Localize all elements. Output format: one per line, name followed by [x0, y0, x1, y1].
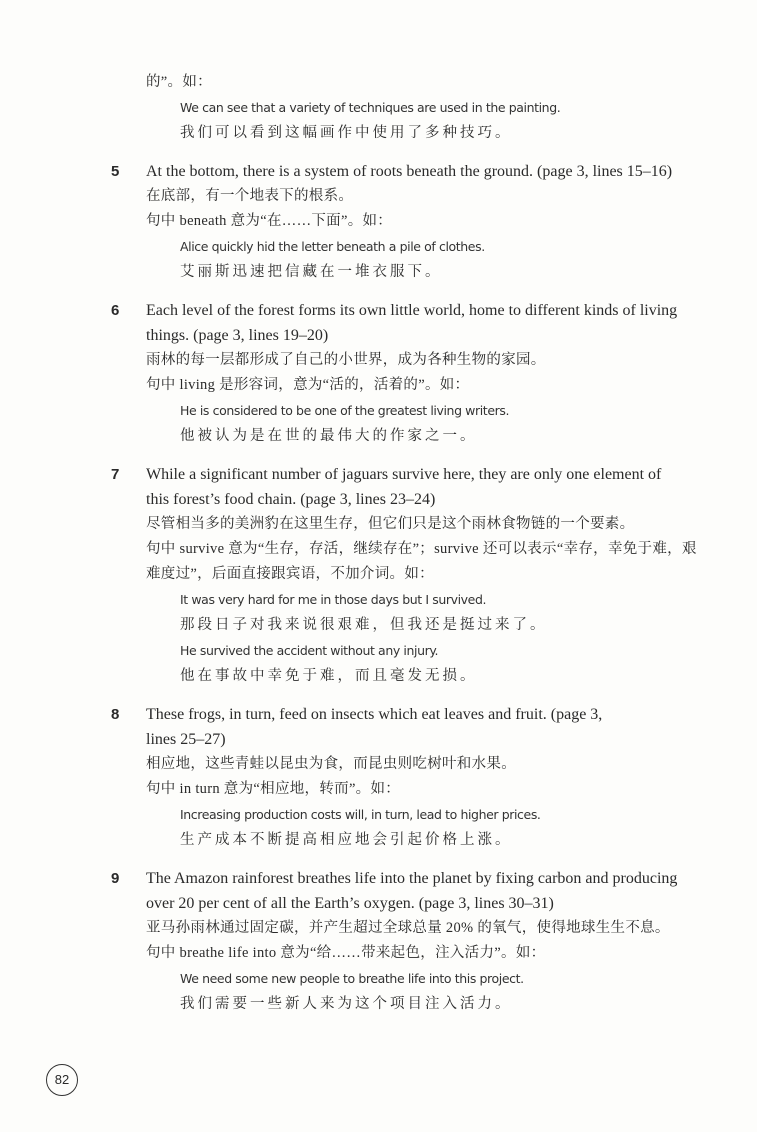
english-sentence: The Amazon rainforest breathes life into the planet by fixing carbon and producing	[146, 870, 678, 887]
page-content	[0, 70, 757, 1017]
example-translation: 那段日子对我来说很艰难，但我还是挺过来了。	[180, 617, 548, 633]
chinese-explanation: 句中 survive 意为“生存，存活，继续存在”；survive 还可以表示“幸存，幸免于难，艰	[146, 541, 697, 557]
note-item	[0, 159, 757, 285]
example-translation: 他被认为是在世的最伟大的作家之一。	[180, 428, 478, 444]
chinese-explanation: 句中 breathe life into 意为“给……带来起色，注入活力”。如：	[146, 945, 546, 961]
chinese-explanation: 雨林的每一层都形成了自己的小世界，成为各种生物的家园。	[146, 352, 546, 368]
note-number: 7	[111, 466, 120, 483]
example-sentence: Increasing production costs will, in turn, lead to higher prices.	[180, 807, 541, 822]
example-sentence: It was very hard for me in those days but I survived.	[180, 592, 487, 607]
note-item	[0, 462, 757, 689]
note-number: 9	[111, 870, 120, 887]
english-sentence: Each level of the forest forms its own little world, home to different kinds of living	[146, 302, 678, 319]
english-sentence: While a significant number of jaguars survive here, they are only one element of	[146, 466, 662, 483]
example-translation: 生产成本不断提高相应地会引起价格上涨。	[180, 832, 513, 848]
example-translation: 艾丽斯迅速把信藏在一堆衣服下。	[180, 264, 443, 280]
note-number: 5	[111, 163, 120, 180]
chinese-explanation: 句中 beneath 意为“在……下面”。如：	[146, 213, 393, 229]
note-item	[0, 866, 757, 1017]
notes-list	[0, 159, 757, 1017]
example-translation: 我们可以看到这幅画作中使用了多种技巧。	[180, 125, 513, 141]
example-sentence: We can see that a variety of techniques are used in the painting.	[180, 100, 561, 115]
example-translation: 他在事故中幸免于难，而且毫发无损。	[180, 668, 478, 684]
example-sentence: Alice quickly hid the letter beneath a pile of clothes.	[180, 239, 485, 254]
page-number: 82	[46, 1064, 78, 1096]
example-sentence: He is considered to be one of the greatest living writers.	[180, 403, 510, 418]
note-item	[0, 702, 757, 853]
chinese-explanation: 相应地，这些青蛙以昆虫为食，而昆虫则吃树叶和水果。	[146, 756, 516, 772]
note-item	[0, 298, 757, 449]
note-number: 8	[111, 706, 120, 723]
chinese-explanation: 尽管相当多的美洲豹在这里生存，但它们只是这个雨林食物链的一个要素。	[146, 516, 635, 532]
example-sentence: We need some new people to breathe life into this project.	[180, 971, 524, 986]
english-sentence: These frogs, in turn, feed on insects which eat leaves and fruit. (page 3,	[146, 706, 603, 723]
chinese-explanation: 亚马孙雨林通过固定碳，并产生超过全球总量 20% 的氧气，使得地球生生不息。	[146, 920, 670, 936]
chinese-explanation: 的”。如：	[146, 74, 212, 90]
english-sentence: At the bottom, there is a system of roots beneath the ground. (page 3, lines 15–16)	[146, 163, 673, 180]
english-sentence: things. (page 3, lines 19–20)	[146, 327, 329, 344]
english-sentence: over 20 per cent of all the Earth’s oxygen. (page 3, lines 30–31)	[146, 895, 554, 912]
chinese-explanation: 在底部，有一个地表下的根系。	[146, 188, 354, 204]
english-sentence: this forest’s food chain. (page 3, lines 23–24)	[146, 491, 436, 508]
chinese-explanation: 句中 in turn 意为“相应地，转而”。如：	[146, 781, 401, 797]
example-sentence: He survived the accident without any injury.	[180, 643, 439, 658]
example-translation: 我们需要一些新人来为这个项目注入活力。	[180, 996, 513, 1012]
chinese-explanation: 句中 living 是形容词，意为“活的，活着的”。如：	[146, 377, 470, 393]
note-number: 6	[111, 302, 120, 319]
continued-note	[0, 70, 757, 146]
english-sentence: lines 25–27)	[146, 731, 226, 748]
chinese-explanation: 难度过”，后面直接跟宾语，不加介词。如：	[146, 566, 434, 582]
